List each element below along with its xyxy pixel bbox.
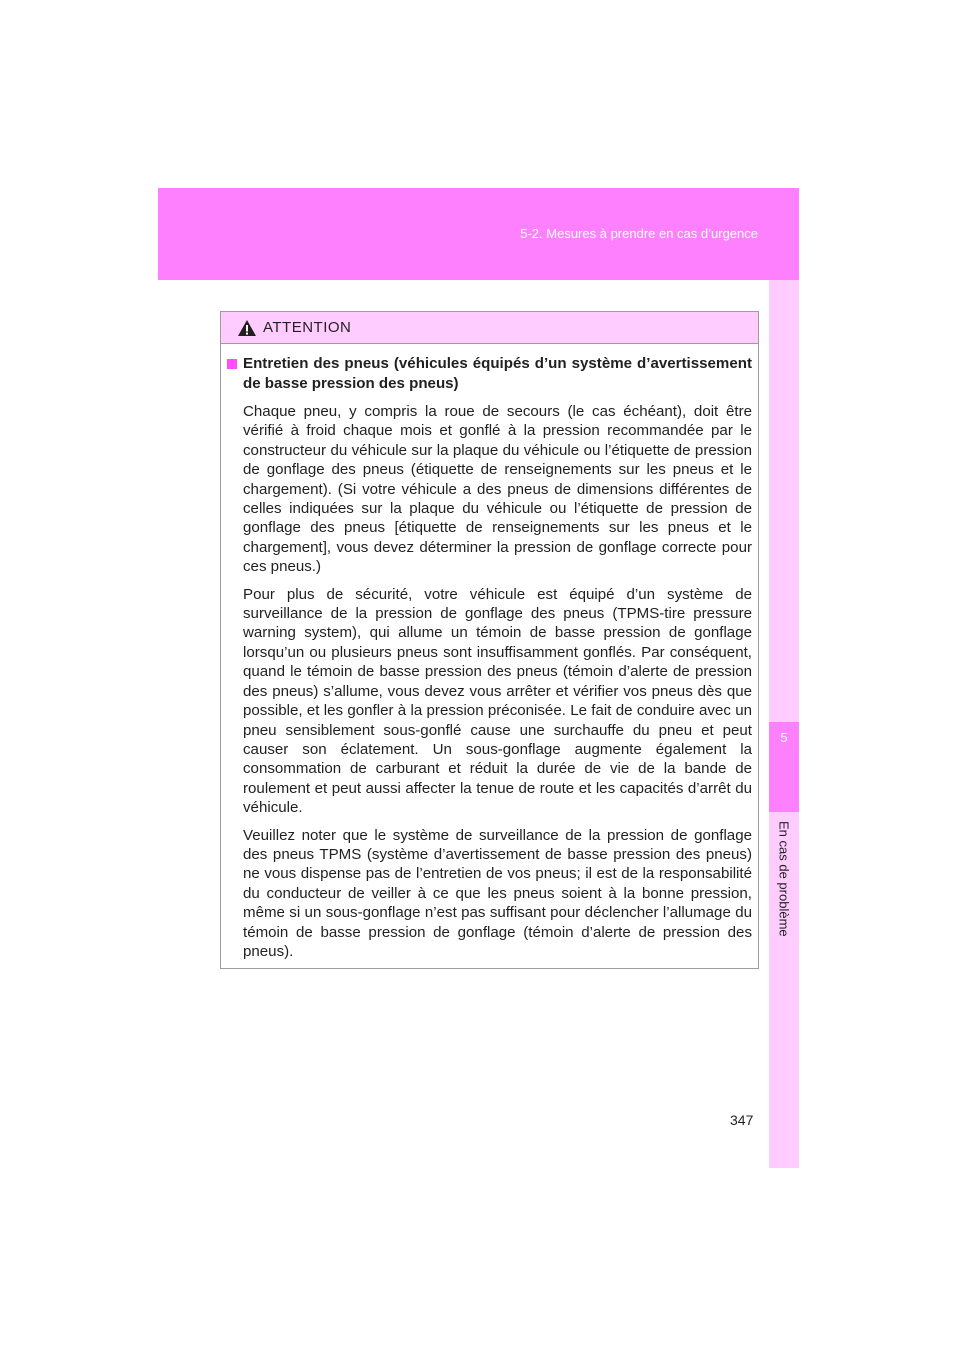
chapter-label: En cas de problème (776, 821, 792, 937)
warning-content (221, 344, 758, 961)
subheading-text: Entretien des pneus (véhicules équipés d’un système d’avertissement de basse pression des pneus) (243, 355, 752, 392)
warning-subheading (227, 354, 752, 394)
chapter-number-box (769, 722, 799, 812)
warning-header (221, 312, 758, 344)
paragraph-1: Chaque pneu, y compris la roue de secours (le cas échéant), doit être vérifié à froid chaque mois et gonflé à la pression recommandée par le constructeur du véhicule sur la plaque du véhicule ou l’étiquette de pression de gonflage des pneus (étiquette de renseignements sur les pneus et le chargement). (Si votre véhicule a des pneus de dimensions différentes de celles indiquées sur la plaque du véhicule ou l’étiquette de pression de gonflage des pneus [étiquette de renseignements sur les pneus et le chargement], vous devez déterminer la pression de gonflage correcte pour ces pneus.) (243, 403, 752, 576)
section-title: 5-2. Mesures à prendre en cas d’urgence (520, 226, 758, 241)
header-band (158, 188, 799, 280)
warning-triangle-icon (237, 319, 257, 342)
paragraph-2: Pour plus de sécurité, votre véhicule est équipé d’un système de surveillance de la pression de gonflage des pneus (TPMS-tire pressure warning system), qui allume un témoin de basse pression de gonflage lorsqu’un ou plusieurs pneus sont insuffisamment gonflés. Par conséquent, quand le témoin de basse pression des pneus (témoin d’alerte de pression des pneus) s’allume, vous devez vous arrêter et vérifier vos pneus dès que possible, et les gonfler à la pression préconisée. Le fait de conduire avec un pneu sensiblement sous-gonflé cause une surchauffe du pneu et peut causer son éclatement. Un sous-gonflage augmente également la consommation de carburant et réduit la durée de vie de la bande de roulement et peut aussi affecter la tenue de route et les capacités d’arrêt du véhicule. (243, 585, 752, 817)
page-number: 347 (730, 1112, 754, 1128)
chapter-side-tab (769, 280, 799, 1168)
square-bullet-icon (227, 359, 237, 369)
warning-box (220, 311, 759, 969)
chapter-number: 5 (780, 730, 788, 745)
paragraph-3: Veuillez noter que le système de surveillance de la pression de gonflage des pneus TPMS (système d’avertissement de basse pression des pneus) ne vous dispense pas de l’entretien de vos pneus; il est de la responsabilité du conducteur de veiller à ce que les pneus soient à la bonne pression, même si un sous-gonflage n’est pas suffisant pour déclencher l’allumage du témoin de basse pression de gonflage (témoin d’alerte de pression des pneus). (243, 826, 752, 960)
warning-label: ATTENTION (263, 319, 352, 336)
